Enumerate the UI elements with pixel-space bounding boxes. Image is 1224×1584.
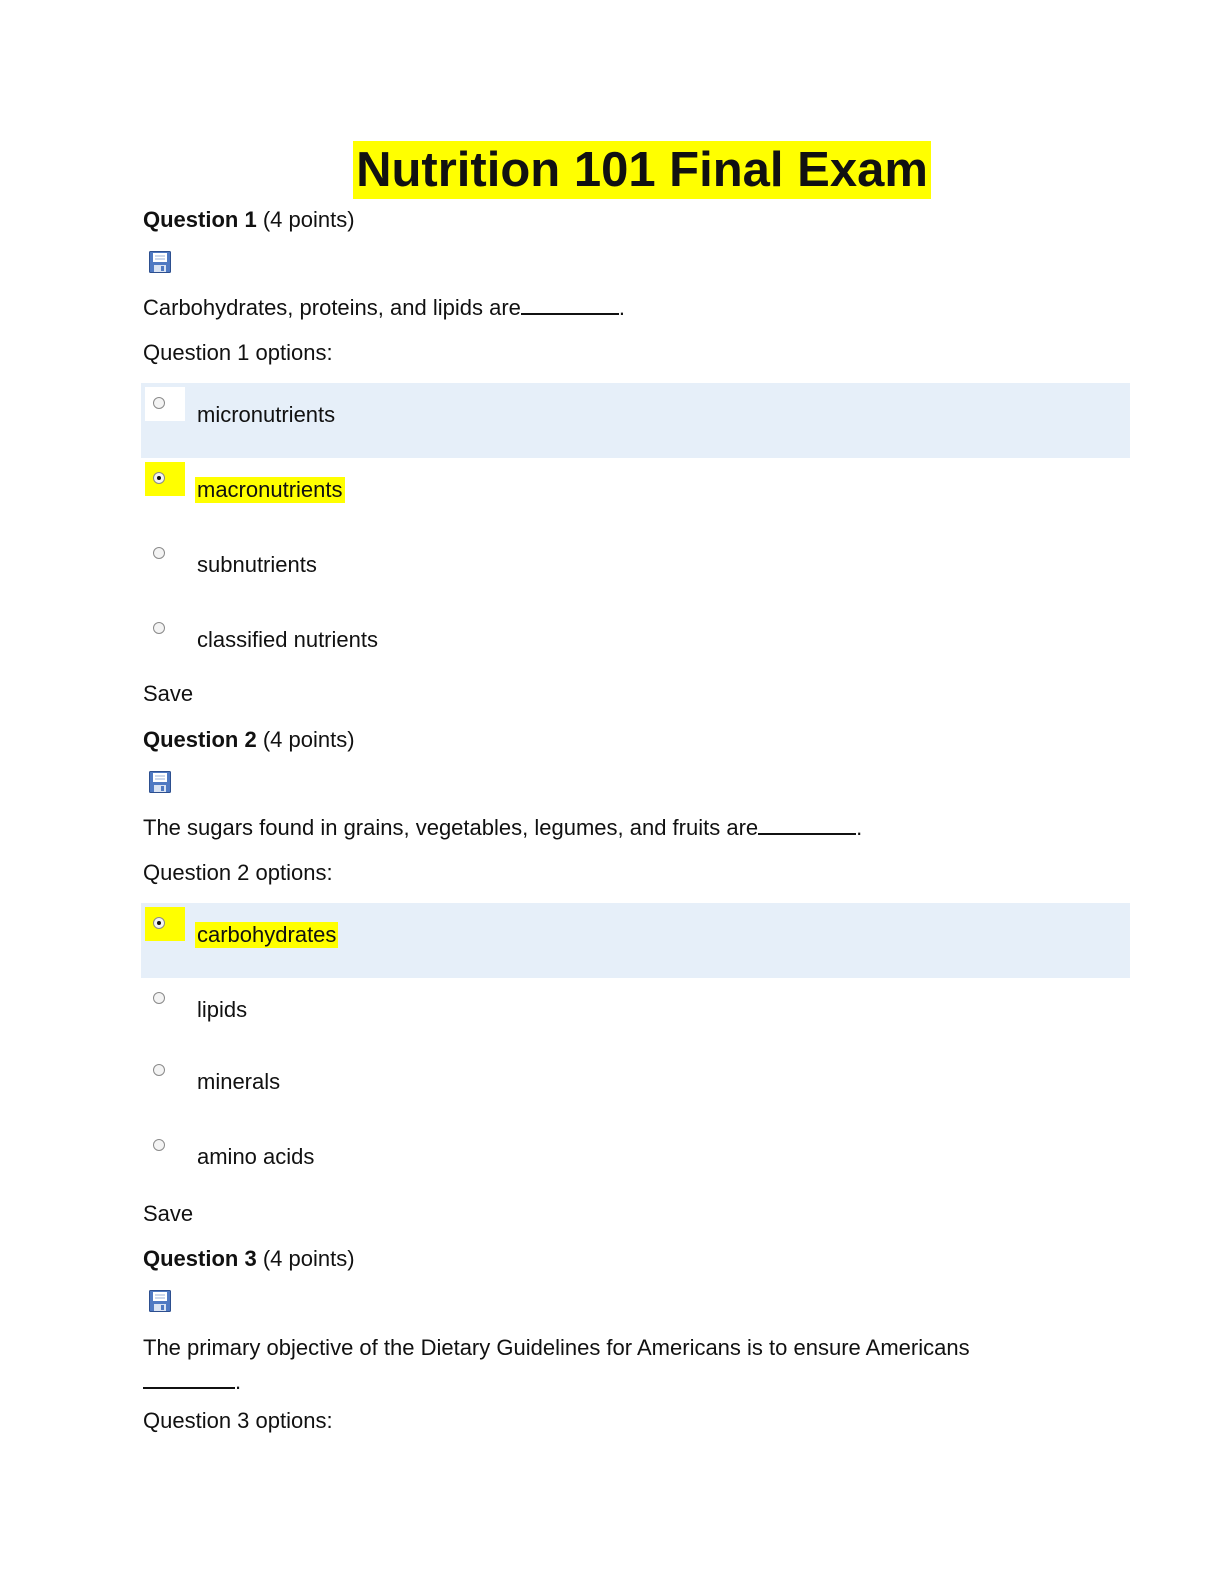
radio-container: [145, 537, 185, 571]
radio-container: [145, 1054, 185, 1088]
question-1-options-label: Question 1 options:: [143, 340, 333, 365]
question-3-points: (4 points): [262, 1246, 355, 1271]
radio-button-icon[interactable]: [153, 472, 165, 484]
option-row[interactable]: [141, 383, 1130, 458]
option-label: subnutrients: [197, 552, 317, 577]
radio-container: [145, 387, 185, 421]
question-1-options: [141, 383, 1130, 683]
option-row[interactable]: [141, 903, 1130, 978]
question-2-heading: [143, 727, 355, 753]
question-2-options: [141, 903, 1130, 1200]
radio-button-icon[interactable]: [153, 547, 165, 559]
question-2-period: .: [856, 815, 863, 840]
option-label: minerals: [197, 1069, 281, 1094]
option-row[interactable]: [141, 458, 1130, 533]
floppy-disk-icon[interactable]: [149, 771, 171, 793]
option-label: classified nutrients: [197, 627, 378, 652]
question-3-label: Question 3: [143, 1246, 257, 1271]
question-2-save-link[interactable]: Save: [143, 1201, 194, 1226]
radio-button-icon[interactable]: [153, 992, 165, 1004]
option-row[interactable]: [141, 533, 1130, 608]
question-3-text: [143, 1331, 1043, 1399]
question-2-label: Question 2: [143, 727, 257, 752]
radio-button-icon[interactable]: [153, 917, 165, 929]
option-label: carbohydrates: [197, 922, 337, 947]
question-3-options-label: Question 3 options:: [143, 1408, 333, 1433]
option-row[interactable]: [141, 1050, 1130, 1125]
question-1-period: .: [618, 295, 626, 320]
radio-button-icon[interactable]: [153, 622, 165, 634]
radio-container: [145, 1129, 185, 1163]
question-3-period: .: [235, 1369, 242, 1394]
question-1-label: Question 1: [143, 207, 257, 232]
page-title: Nutrition 101 Final Exam: [353, 141, 931, 199]
radio-container: [145, 907, 185, 941]
radio-container: [145, 612, 185, 646]
question-3-stem: The primary objective of the Dietary Guidelines for Americans is to ensure Americans: [143, 1335, 970, 1360]
question-1-text: [143, 291, 1043, 325]
question-2-points: (4 points): [262, 727, 355, 752]
title-container: [143, 141, 1133, 199]
question-3-heading: [143, 1246, 355, 1272]
option-row[interactable]: [141, 608, 1130, 683]
radio-container: [145, 462, 185, 496]
floppy-disk-icon[interactable]: [149, 1290, 171, 1312]
option-row[interactable]: [141, 1125, 1130, 1200]
option-label: lipids: [197, 997, 248, 1022]
question-1-stem: Carbohydrates, proteins, and lipids are: [143, 295, 521, 320]
option-row[interactable]: [141, 978, 1130, 1050]
question-1-points: (4 points): [262, 207, 355, 232]
radio-button-icon[interactable]: [153, 1064, 165, 1076]
radio-container: [145, 982, 185, 1016]
radio-button-icon[interactable]: [153, 397, 165, 409]
radio-button-icon[interactable]: [153, 1139, 165, 1151]
question-2-options-label: Question 2 options:: [143, 860, 333, 885]
answer-blank: [521, 293, 619, 315]
question-2-stem: The sugars found in grains, vegetables, legumes, and fruits are: [143, 815, 759, 840]
floppy-disk-icon[interactable]: [149, 251, 171, 273]
answer-blank: [143, 1367, 235, 1389]
question-1-save-link[interactable]: Save: [143, 681, 194, 706]
question-1-heading: [143, 207, 355, 233]
option-label: macronutrients: [197, 477, 343, 502]
question-2-text: [143, 811, 1043, 845]
option-label: amino acids: [197, 1144, 315, 1169]
option-label: micronutrients: [197, 402, 336, 427]
answer-blank: [758, 813, 856, 835]
